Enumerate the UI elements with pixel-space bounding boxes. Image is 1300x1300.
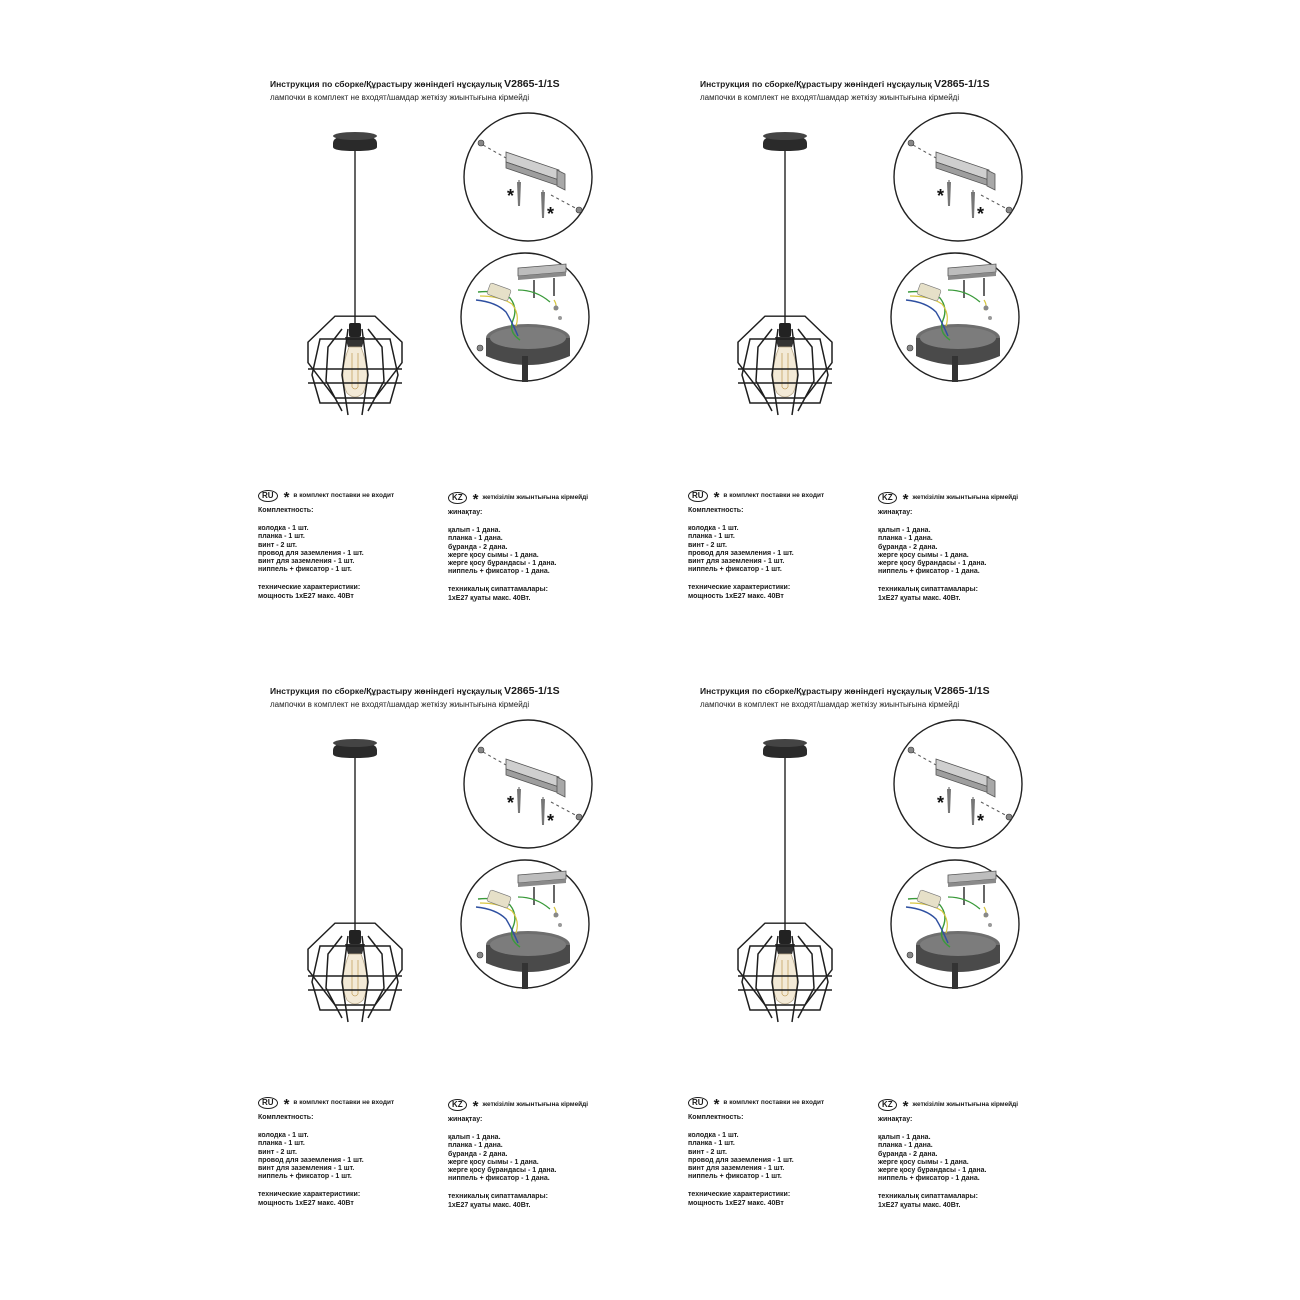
list-item: винт для заземления - 1 шт. bbox=[688, 1165, 785, 1173]
not-included-star: * bbox=[547, 204, 555, 224]
ru-specs-title: технические характеристики: bbox=[258, 1191, 361, 1199]
kz-specs bbox=[878, 1193, 1058, 1209]
kz-specs-title: техникалық сипаттамалары: bbox=[878, 1193, 978, 1201]
model-number: V2865-1/1S bbox=[504, 685, 560, 697]
mounting-bracket-detail bbox=[891, 110, 1025, 244]
ru-specs-title: технические характеристики: bbox=[688, 1191, 791, 1199]
ru-completeness-title: Комплектность: bbox=[258, 507, 314, 514]
list-item: планка - 1 дана. bbox=[878, 1142, 933, 1150]
list-item: провод для заземления - 1 шт. bbox=[258, 1156, 364, 1164]
mounting-bracket-detail bbox=[461, 717, 595, 851]
not-included-star: * bbox=[937, 793, 945, 813]
list-item: винт для заземления - 1 шт. bbox=[258, 1165, 355, 1173]
kz-specs-value: 1xE27 қуаты макс. 40Вт. bbox=[878, 1201, 961, 1209]
instruction-sheet-2 bbox=[660, 45, 1090, 605]
ru-specs-value: мощность 1xE27 макс. 40Вт bbox=[258, 592, 354, 600]
kz-specs-title: техникалық сипаттамалары: bbox=[878, 586, 978, 594]
kz-not-included-note: жеткізілім жиынтығына кірмейді bbox=[482, 493, 589, 501]
list-item: винт - 2 шт. bbox=[258, 541, 297, 549]
ru-specs bbox=[258, 1191, 438, 1207]
asterisk-icon: * bbox=[902, 1098, 909, 1115]
ru-specs-value: мощность 1xE27 макс. 40Вт bbox=[688, 592, 784, 600]
ru-completeness-title: Комплектность: bbox=[688, 1114, 744, 1121]
mounting-bracket-detail bbox=[461, 110, 595, 244]
kz-not-included-note: жеткізілім жиынтығына кірмейді bbox=[912, 1100, 1019, 1108]
kz-header bbox=[448, 1098, 628, 1115]
list-item: ниппель + фиксатор - 1 шт. bbox=[688, 1173, 782, 1181]
list-item: қалып - 1 дана. bbox=[878, 527, 931, 535]
kz-specs bbox=[448, 586, 628, 602]
ru-badge: RU bbox=[258, 490, 278, 502]
asterisk-icon: * bbox=[713, 1096, 720, 1113]
list-item: планка - 1 шт. bbox=[688, 533, 735, 541]
kz-column bbox=[878, 1098, 1058, 1210]
list-item: жерге қосу сымы - 1 дана. bbox=[878, 1158, 969, 1166]
list-item: ниппель + фиксатор - 1 шт. bbox=[688, 566, 782, 574]
list-item: қалып - 1 дана. bbox=[878, 1134, 931, 1142]
pendant-lamp-illustration bbox=[290, 732, 420, 1032]
list-item: планка - 1 дана. bbox=[448, 535, 503, 543]
asterisk-icon: * bbox=[902, 491, 909, 508]
list-item: жерге қосу сымы - 1 дана. bbox=[448, 1158, 539, 1166]
ru-not-included-note: в комплект поставки не входит bbox=[293, 1098, 395, 1106]
kz-items-list bbox=[878, 1134, 1058, 1183]
asterisk-icon: * bbox=[283, 1096, 290, 1113]
sheet-subtitle: лампочки в комплект не входят/шамдар жеткізу жиынтығына кірмейді bbox=[270, 93, 530, 102]
model-number: V2865-1/1S bbox=[934, 78, 990, 90]
ru-column bbox=[258, 1096, 438, 1208]
kz-items-list bbox=[448, 1134, 628, 1183]
not-included-star: * bbox=[547, 811, 555, 831]
list-item: планка - 1 дана. bbox=[878, 535, 933, 543]
list-item: провод для заземления - 1 шт. bbox=[258, 549, 364, 557]
list-item: ниппель + фиксатор - 1 шт. bbox=[258, 1173, 352, 1181]
list-item: жерге қосу бұрандасы - 1 дана. bbox=[878, 560, 987, 568]
list-item: винт для заземления - 1 шт. bbox=[688, 558, 785, 566]
asterisk-icon: * bbox=[713, 489, 720, 506]
list-item: винт - 2 шт. bbox=[688, 541, 727, 549]
ru-specs-title: технические характеристики: bbox=[258, 584, 361, 592]
canopy-wiring-detail bbox=[888, 250, 1022, 384]
list-item: колодка - 1 шт. bbox=[688, 525, 739, 533]
list-item: бұранда - 2 дана. bbox=[878, 543, 938, 551]
kz-specs bbox=[448, 1193, 628, 1209]
list-item: ниппель + фиксатор - 1 дана. bbox=[878, 568, 980, 576]
list-item: жерге қосу сымы - 1 дана. bbox=[448, 551, 539, 559]
kz-specs bbox=[878, 586, 1058, 602]
kz-not-included-note: жеткізілім жиынтығына кірмейді bbox=[482, 1100, 589, 1108]
kz-items-list bbox=[878, 527, 1058, 576]
list-item: ниппель + фиксатор - 1 шт. bbox=[258, 566, 352, 574]
instruction-sheet-1 bbox=[230, 45, 660, 605]
not-included-star: * bbox=[977, 204, 985, 224]
list-item: қалып - 1 дана. bbox=[448, 527, 501, 535]
list-item: винт для заземления - 1 шт. bbox=[258, 558, 355, 566]
kz-column bbox=[448, 491, 628, 603]
kz-header bbox=[878, 1098, 1058, 1115]
ru-completeness-title: Комплектность: bbox=[258, 1114, 314, 1121]
list-item: планка - 1 шт. bbox=[258, 533, 305, 541]
ru-specs bbox=[688, 1191, 868, 1207]
list-item: колодка - 1 шт. bbox=[688, 1132, 739, 1140]
sheet-title bbox=[700, 685, 990, 697]
asterisk-icon: * bbox=[283, 489, 290, 506]
sheet-subtitle: лампочки в комплект не входят/шамдар жеткізу жиынтығына кірмейді bbox=[270, 700, 530, 709]
list-item: колодка - 1 шт. bbox=[258, 525, 309, 533]
ru-header bbox=[258, 1096, 438, 1113]
list-item: жерге қосу сымы - 1 дана. bbox=[878, 551, 969, 559]
kz-badge: KZ bbox=[878, 1099, 897, 1111]
ru-items-list bbox=[688, 1132, 868, 1181]
list-item: бұранда - 2 дана. bbox=[448, 1150, 508, 1158]
ru-completeness-title: Комплектность: bbox=[688, 507, 744, 514]
not-included-star: * bbox=[937, 186, 945, 206]
title-text: Инструкция по сборке/Құрастыру жөніндегі нұсқаулық bbox=[700, 686, 935, 696]
list-item: винт - 2 шт. bbox=[688, 1148, 727, 1156]
kz-completeness-title: жинақтау: bbox=[878, 509, 913, 516]
kz-badge: KZ bbox=[878, 492, 897, 504]
kz-badge: KZ bbox=[448, 492, 467, 504]
kz-column bbox=[448, 1098, 628, 1210]
list-item: винт - 2 шт. bbox=[258, 1148, 297, 1156]
sheet-title bbox=[700, 78, 990, 90]
list-item: планка - 1 дана. bbox=[448, 1142, 503, 1150]
ru-column bbox=[688, 489, 868, 601]
list-item: бұранда - 2 дана. bbox=[878, 1150, 938, 1158]
list-item: провод для заземления - 1 шт. bbox=[688, 1156, 794, 1164]
kz-specs-title: техникалық сипаттамалары: bbox=[448, 586, 548, 594]
pendant-lamp-illustration bbox=[720, 732, 850, 1032]
ru-specs bbox=[688, 584, 868, 600]
kz-badge: KZ bbox=[448, 1099, 467, 1111]
asterisk-icon: * bbox=[472, 1098, 479, 1115]
instruction-sheet-4 bbox=[660, 652, 1090, 1212]
list-item: планка - 1 шт. bbox=[688, 1140, 735, 1148]
ru-specs-title: технические характеристики: bbox=[688, 584, 791, 592]
kz-specs-value: 1xE27 қуаты макс. 40Вт. bbox=[878, 594, 961, 602]
model-number: V2865-1/1S bbox=[934, 685, 990, 697]
kz-completeness-title: жинақтау: bbox=[448, 509, 483, 516]
kz-specs-title: техникалық сипаттамалары: bbox=[448, 1193, 548, 1201]
ru-badge: RU bbox=[688, 490, 708, 502]
ru-header bbox=[688, 1096, 868, 1113]
ru-header bbox=[688, 489, 868, 506]
sheet-title bbox=[270, 685, 560, 697]
asterisk-icon: * bbox=[472, 491, 479, 508]
ru-items-list bbox=[688, 525, 868, 574]
canopy-wiring-detail bbox=[888, 857, 1022, 991]
ru-header bbox=[258, 489, 438, 506]
list-item: планка - 1 шт. bbox=[258, 1140, 305, 1148]
model-number: V2865-1/1S bbox=[504, 78, 560, 90]
sheet-subtitle: лампочки в комплект не входят/шамдар жеткізу жиынтығына кірмейді bbox=[700, 700, 960, 709]
sheet-title bbox=[270, 78, 560, 90]
canopy-wiring-detail bbox=[458, 250, 592, 384]
kz-completeness-title: жинақтау: bbox=[878, 1116, 913, 1123]
kz-items-list bbox=[448, 527, 628, 576]
kz-column bbox=[878, 491, 1058, 603]
instruction-sheet-3 bbox=[230, 652, 660, 1212]
ru-specs-value: мощность 1xE27 макс. 40Вт bbox=[258, 1199, 354, 1207]
ru-column bbox=[688, 1096, 868, 1208]
ru-specs bbox=[258, 584, 438, 600]
ru-badge: RU bbox=[688, 1097, 708, 1109]
list-item: қалып - 1 дана. bbox=[448, 1134, 501, 1142]
list-item: провод для заземления - 1 шт. bbox=[688, 549, 794, 557]
list-item: ниппель + фиксатор - 1 дана. bbox=[878, 1175, 980, 1183]
ru-specs-value: мощность 1xE27 макс. 40Вт bbox=[688, 1199, 784, 1207]
list-item: ниппель + фиксатор - 1 дана. bbox=[448, 568, 550, 576]
list-item: ниппель + фиксатор - 1 дана. bbox=[448, 1175, 550, 1183]
kz-header bbox=[448, 491, 628, 508]
list-item: колодка - 1 шт. bbox=[258, 1132, 309, 1140]
kz-header bbox=[878, 491, 1058, 508]
list-item: бұранда - 2 дана. bbox=[448, 543, 508, 551]
ru-column bbox=[258, 489, 438, 601]
ru-items-list bbox=[258, 1132, 438, 1181]
not-included-star: * bbox=[507, 186, 515, 206]
ru-badge: RU bbox=[258, 1097, 278, 1109]
canopy-wiring-detail bbox=[458, 857, 592, 991]
kz-specs-value: 1xE27 қуаты макс. 40Вт. bbox=[448, 594, 531, 602]
pendant-lamp-illustration bbox=[720, 125, 850, 425]
list-item: жерге қосу бұрандасы - 1 дана. bbox=[448, 560, 557, 568]
ru-not-included-note: в комплект поставки не входит bbox=[723, 1098, 825, 1106]
ru-not-included-note: в комплект поставки не входит bbox=[293, 491, 395, 499]
mounting-bracket-detail bbox=[891, 717, 1025, 851]
title-text: Инструкция по сборке/Құрастыру жөніндегі нұсқаулық bbox=[270, 686, 505, 696]
list-item: жерге қосу бұрандасы - 1 дана. bbox=[878, 1167, 987, 1175]
kz-completeness-title: жинақтау: bbox=[448, 1116, 483, 1123]
not-included-star: * bbox=[507, 793, 515, 813]
ru-not-included-note: в комплект поставки не входит bbox=[723, 491, 825, 499]
list-item: жерге қосу бұрандасы - 1 дана. bbox=[448, 1167, 557, 1175]
kz-not-included-note: жеткізілім жиынтығына кірмейді bbox=[912, 493, 1019, 501]
ru-items-list bbox=[258, 525, 438, 574]
not-included-star: * bbox=[977, 811, 985, 831]
title-text: Инструкция по сборке/Құрастыру жөніндегі нұсқаулық bbox=[700, 79, 935, 89]
pendant-lamp-illustration bbox=[290, 125, 420, 425]
kz-specs-value: 1xE27 қуаты макс. 40Вт. bbox=[448, 1201, 531, 1209]
sheet-subtitle: лампочки в комплект не входят/шамдар жеткізу жиынтығына кірмейді bbox=[700, 93, 960, 102]
title-text: Инструкция по сборке/Құрастыру жөніндегі нұсқаулық bbox=[270, 79, 505, 89]
